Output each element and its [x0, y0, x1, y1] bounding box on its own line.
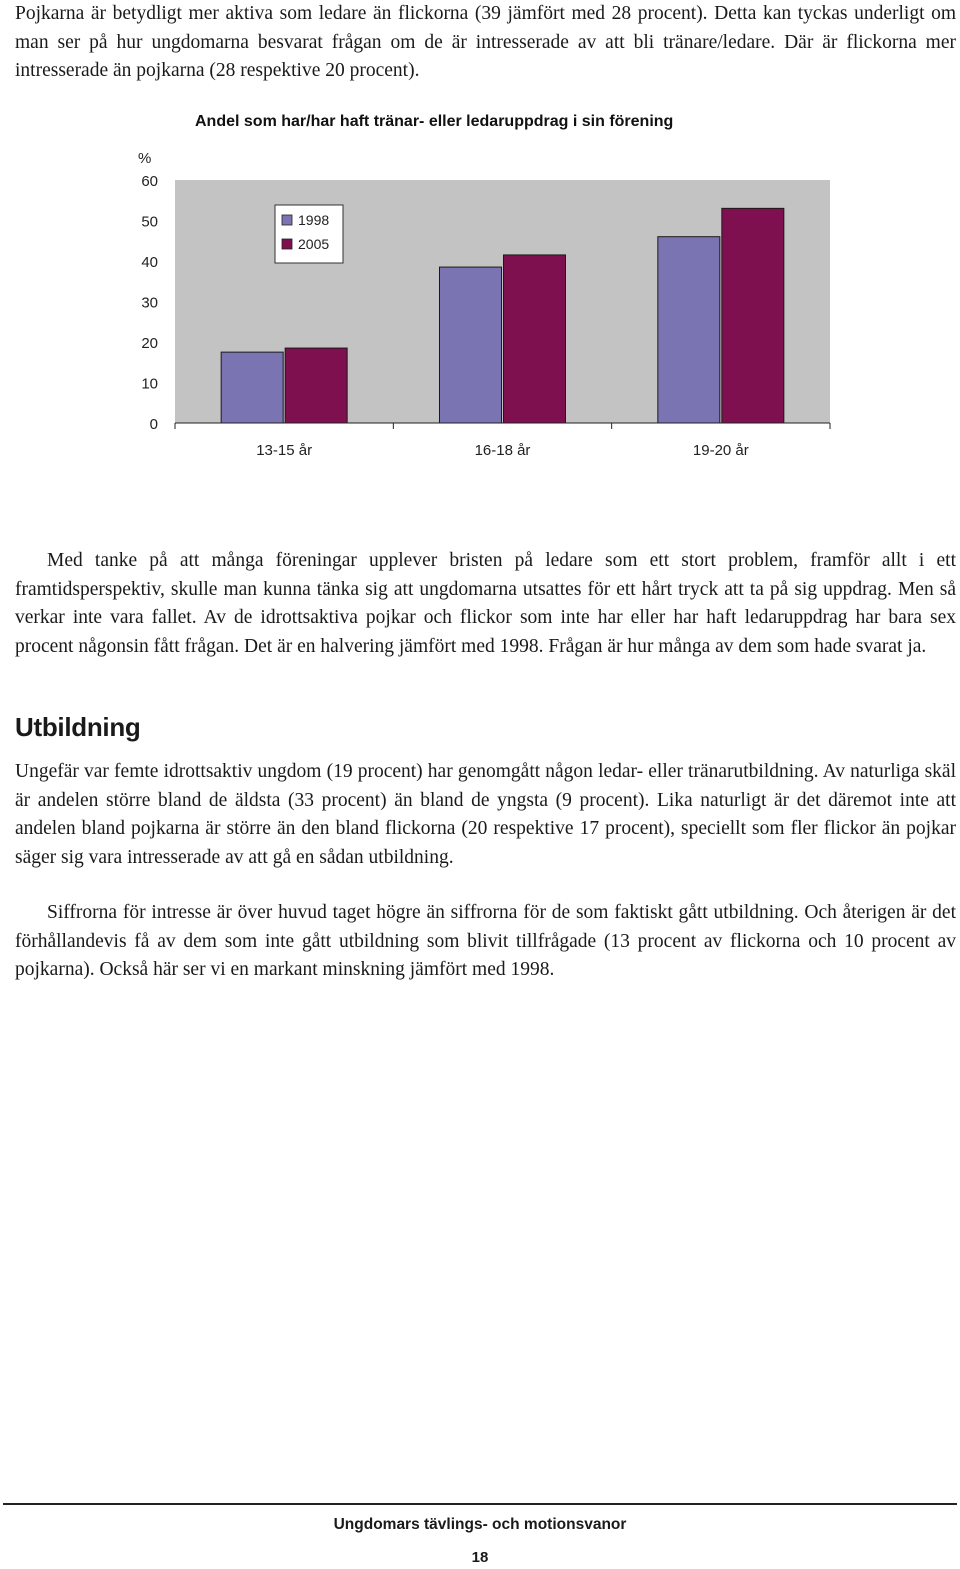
legend-label-1998: 1998	[298, 212, 330, 228]
y-tick-label: 50	[141, 213, 158, 231]
chart-title: Andel som har/har haft tränar- eller ledaruppdrag i sin förening	[195, 113, 674, 130]
y-axis-ticks	[141, 173, 158, 433]
footer-divider	[3, 1503, 957, 1505]
y-tick-label: 10	[141, 375, 158, 393]
bar-1998-2	[440, 267, 502, 423]
legend-swatch-2005	[282, 239, 292, 249]
x-axis-labels	[256, 442, 749, 459]
education-paragraph-2: Siffrorna för intresse är över huvud taget högre än siffrorna för de som faktiskt gått utbildning. Och återigen är det förhållandevis få av dem som inte gått utbildning som blivit tillfrågade (13 procent av flickorna och 10 procent av pojkarna). Också här ser vi en markant minskning jämfört med 1998.	[15, 902, 956, 981]
legend-label-2005: 2005	[298, 236, 330, 252]
legend-swatch-1998	[282, 215, 292, 225]
intro-paragraph: Pojkarna är betydligt mer aktiva som ledare än flickorna (39 jämfört med 28 procent). Detta kan tyckas underligt om man ser på hur ungdomarna besvarat frågan om de är intresserade av att bli tränare/ledare. Där är flickorna mer intresserade än pojkarna (28 respektive 20 procent).	[15, 3, 956, 82]
x-tick-label: 16-18 år	[474, 442, 531, 459]
leader-pressure-paragraph: Med tanke på att många föreningar upplever bristen på ledare som ett stort problem, framför allt i ett framtidsperspektiv, skulle man kunna tänka sig att ungdomarna utsattes för ett hårt tryck att ta på sig uppdrag. Men så verkar inte vara fallet. Av de idrottsaktiva pojkar och flickor som inte har eller har haft ledaruppdrag har bara sex procent någonsin fått frågan. Det är en halvering jämfört med 1998. Frågan är hur många av dem som hade svarat ja.	[15, 550, 956, 658]
section-heading-education: Utbildning	[15, 712, 141, 742]
y-tick-label: 30	[141, 294, 158, 312]
bar-2005-1	[285, 348, 347, 423]
y-tick-label: 20	[141, 335, 158, 352]
bar-1998-1	[221, 352, 283, 423]
bar-2005-2	[504, 255, 566, 423]
x-axis-tick-marks	[175, 423, 830, 429]
footer-title: Ungdomars tävlings- och motionsvanor	[333, 1516, 627, 1533]
y-axis-label: %	[138, 150, 152, 167]
x-tick-label: 13-15 år	[256, 442, 313, 459]
education-paragraph-1: Ungefär var femte idrottsaktiv ungdom (19 procent) har genomgått någon ledar- eller tränarutbildning. Av naturliga skäl är andelen större bland de äldsta (33 procent) än bland de yngsta (9 procent). Lika naturligt är det däremot inte att andelen bland pojkarna är större än den bland flickorna (20 respektive 17 procent), speciellt som fler flickor än pojkar säger sig vara intresserade av att gå en sådan utbildning.	[15, 761, 956, 869]
legend	[275, 205, 343, 263]
bar-1998-3	[658, 237, 720, 423]
leader-share-bar-chart	[130, 100, 850, 475]
x-tick-label: 19-20 år	[692, 442, 749, 459]
page-number: 18	[471, 1549, 489, 1566]
y-tick-label: 0	[149, 416, 158, 433]
y-tick-label: 60	[141, 173, 158, 190]
bar-2005-3	[722, 208, 784, 423]
y-tick-label: 40	[141, 254, 158, 271]
